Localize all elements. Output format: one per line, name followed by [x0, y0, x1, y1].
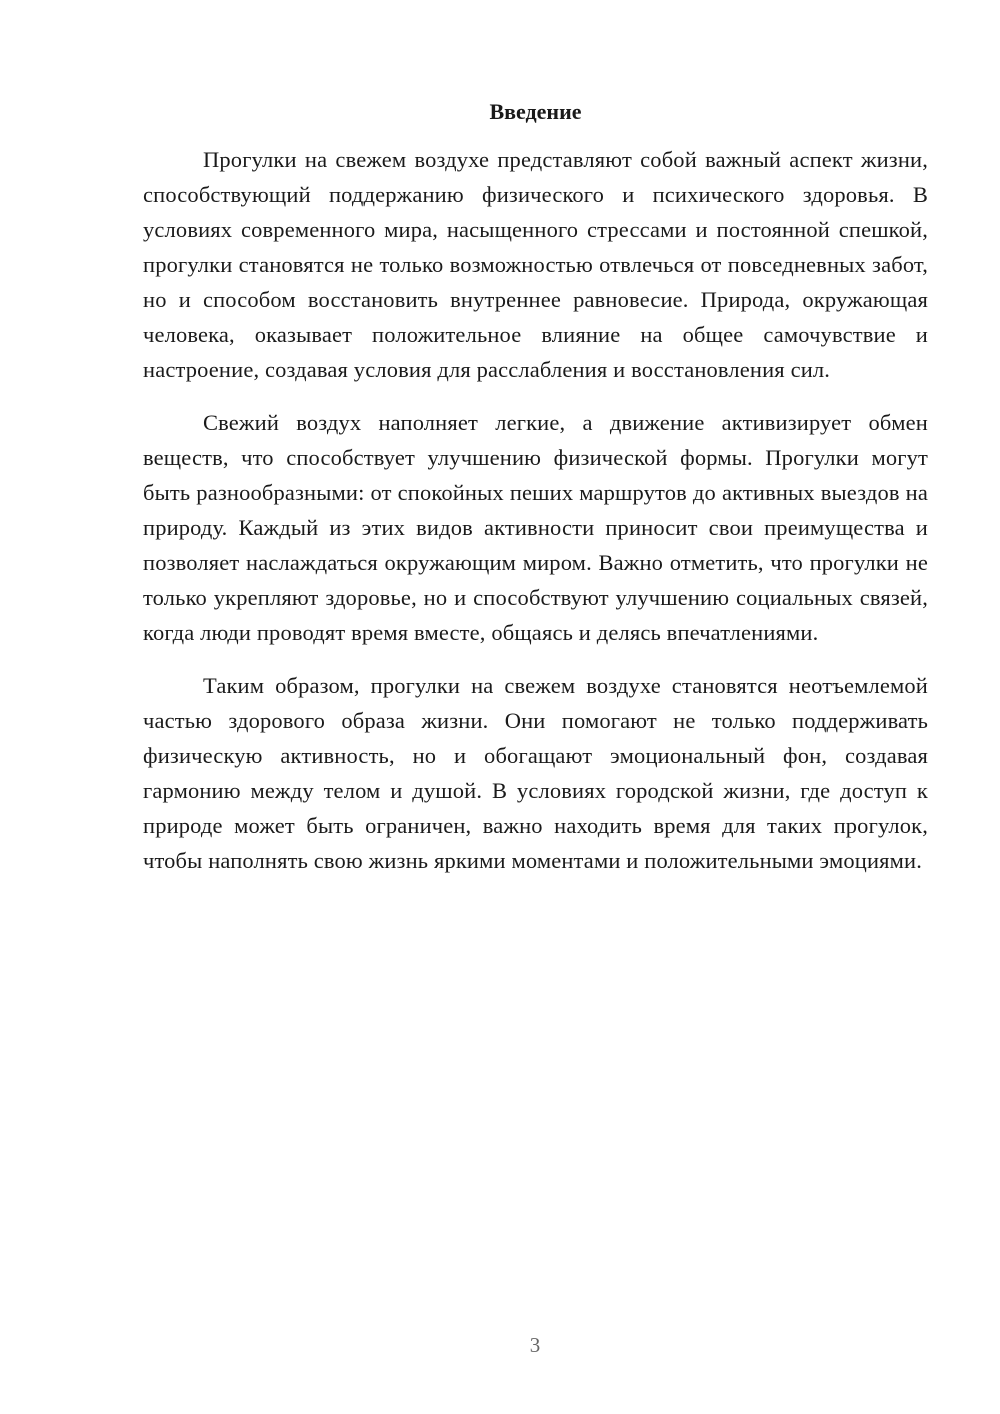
- page-number: 3: [529, 1333, 541, 1357]
- paragraph-3: Таким образом, прогулки на свежем воздухе становятся неотъемлемой частью здорового образа жизни. Они помогают не только поддерживать физическую активность, но и обогащают эмоциональный фон, создавая гармонию между телом и душой. В условиях городской жизни, где доступ к природе может быть ограничен, важно находить время для таких прогулок, чтобы наполнять свою жизнь яркими моментами и положительными эмоциями.: [143, 673, 928, 873]
- paragraph-2: Свежий воздух наполняет легкие, а движение активизирует обмен веществ, что способствует улучшению физической формы. Прогулки могут быть разнообразными: от спокойных пеших маршрутов до активных выездов на природу. Каждый из этих видов активности приносит свои преимущества и позволяет наслаждаться окружающим миром. Важно отметить, что прогулки не только укрепляют здоровье, но и способствуют улучшению социальных связей, когда люди проводят время вместе, общаясь и делясь впечатлениями.: [143, 410, 928, 645]
- section-heading: Введение: [489, 99, 582, 124]
- paragraph-1: Прогулки на свежем воздухе представляют собой важный аспект жизни, способствующий поддержанию физического и психического здоровья. В условиях современного мира, насыщенного стрессами и постоянной спешкой, прогулки становятся не только возможностью отвлечься от повседневных забот, но и способом восстановить внутреннее равновесие. Природа, окружающая человека, оказывает положительное влияние на общее самочувствие и настроение, создавая условия для расслабления и восстановления сил.: [143, 147, 928, 382]
- page-content: [143, 96, 928, 896]
